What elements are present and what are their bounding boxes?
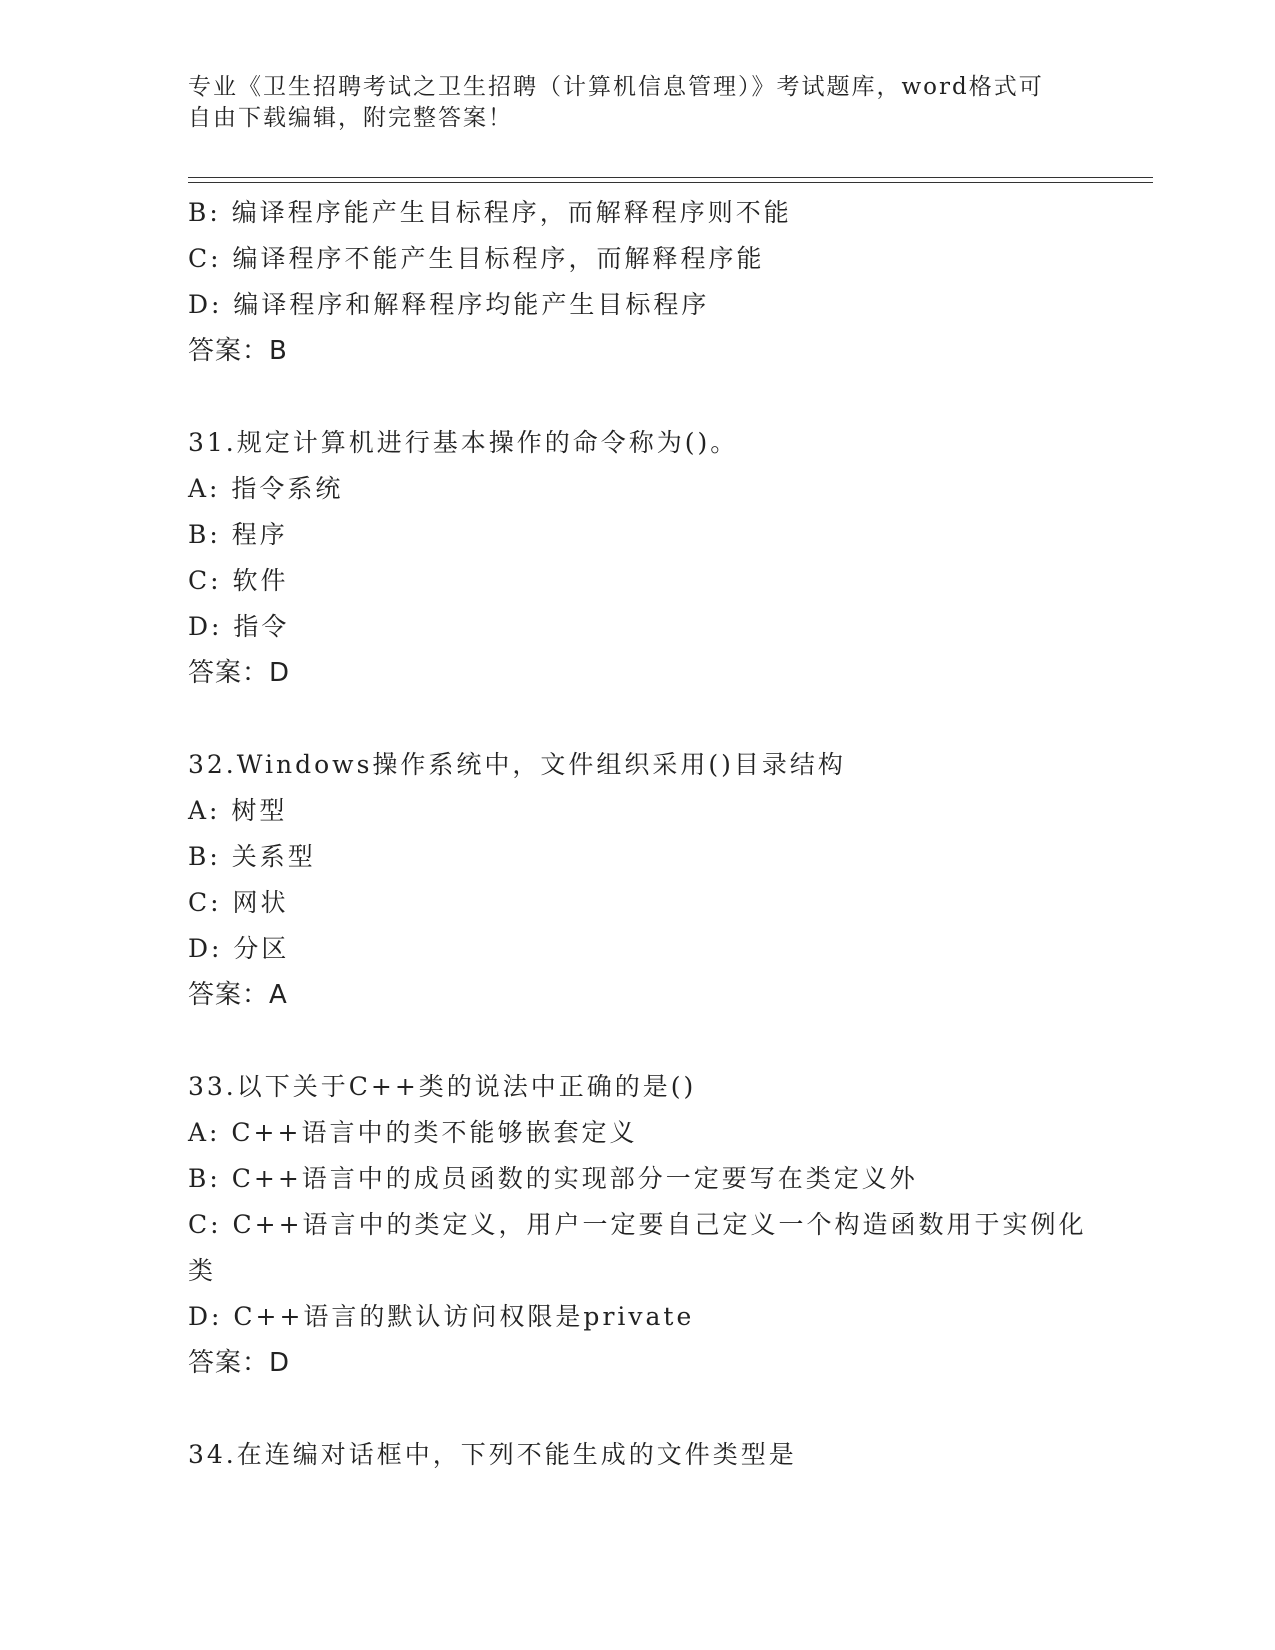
question-text: 32.Windows操作系统中，文件组织采用()目录结构 <box>188 750 846 779</box>
option-a: A: 指令系统 <box>188 474 344 503</box>
answer-label: 答案：D <box>188 658 291 688</box>
question-text: 31.规定计算机进行基本操作的命令称为()。 <box>188 428 739 457</box>
header-rule-bottom <box>188 182 1153 183</box>
answer-label: 答案：A <box>188 980 288 1010</box>
option-c: C: 网状 <box>188 888 289 917</box>
option-c: C: 编译程序不能产生目标程序，而解释程序能 <box>188 244 765 273</box>
option-a: A: 树型 <box>188 796 288 825</box>
question-34 <box>188 1432 1088 1478</box>
option-b: B: C++语言中的成员函数的实现部分一定要写在类定义外 <box>188 1164 918 1193</box>
question-list <box>188 190 1088 1478</box>
option-d: D: 编译程序和解释程序均能产生目标程序 <box>188 290 710 319</box>
option-a: A: C++语言中的类不能够嵌套定义 <box>188 1118 638 1147</box>
question-32 <box>188 742 1088 1018</box>
document-header: 专业《卫生招聘考试之卫生招聘（计算机信息管理）》考试题库，word格式可自由下载编辑，附完整答案！ <box>188 74 1044 131</box>
option-d: D: 分区 <box>188 934 290 963</box>
option-d: D: 指令 <box>188 612 290 641</box>
question-31 <box>188 420 1088 696</box>
option-b: B: 程序 <box>188 520 288 549</box>
option-c: C: 软件 <box>188 566 289 595</box>
question-33 <box>188 1064 1088 1386</box>
option-c: C: C++语言中的类定义，用户一定要自己定义一个构造函数用于实例化类 <box>188 1210 1087 1285</box>
option-d: D: C++语言的默认访问权限是private <box>188 1302 695 1331</box>
answer-label: 答案：D <box>188 1348 291 1378</box>
header-rule-top <box>188 177 1153 178</box>
question-text: 34.在连编对话框中，下列不能生成的文件类型是 <box>188 1440 797 1469</box>
option-b: B: 编译程序能产生目标程序，而解释程序则不能 <box>188 198 792 227</box>
answer-label: 答案：B <box>188 336 288 366</box>
option-b: B: 关系型 <box>188 842 316 871</box>
question-text: 33.以下关于C++类的说法中正确的是() <box>188 1072 697 1101</box>
question-30 <box>188 190 1088 374</box>
